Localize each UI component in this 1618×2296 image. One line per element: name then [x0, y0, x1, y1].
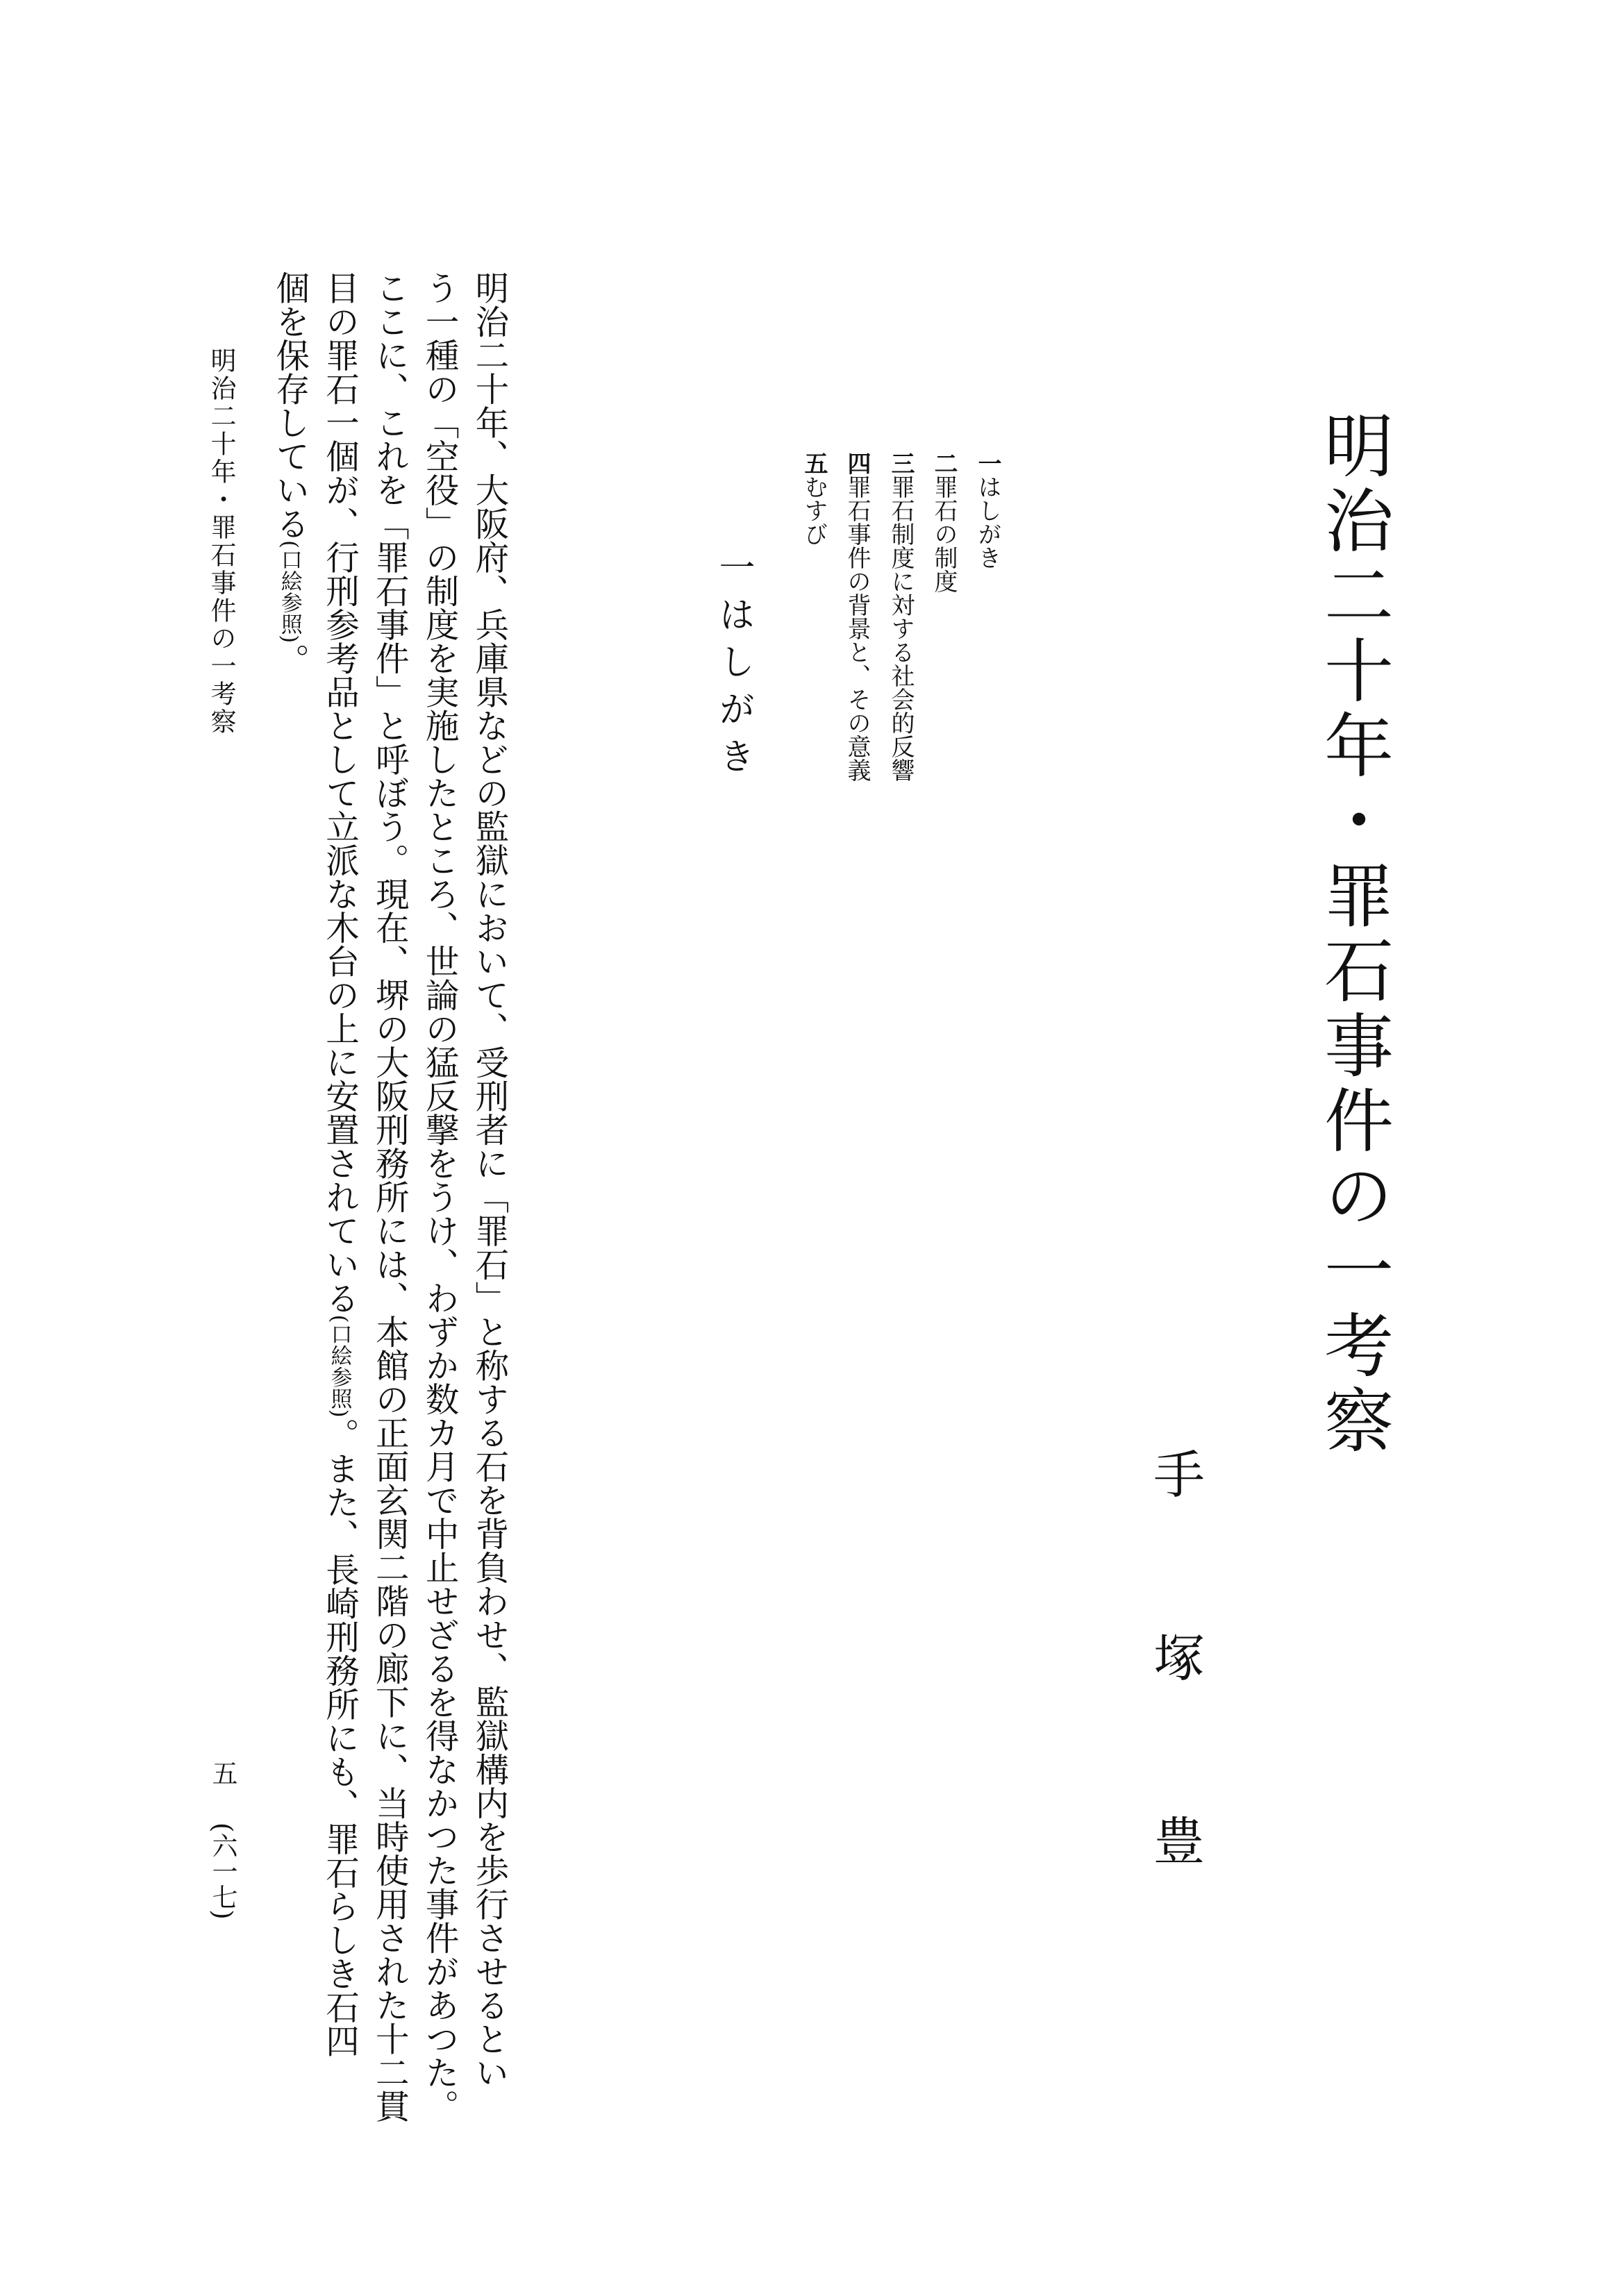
toc-item-label: むすび: [800, 475, 828, 546]
toc-item-number: 三: [887, 451, 915, 475]
toc-item-number: 五: [800, 451, 828, 475]
article-title: 明治二十年・罪石事件の一考察: [1312, 410, 1394, 1459]
toc-item: [845, 451, 869, 782]
volume-page-number: (六一七): [208, 1822, 237, 1920]
section-heading: [653, 548, 754, 785]
toc-item-label: はしがき: [974, 475, 1001, 569]
toc-item-label: 罪石の制度: [930, 475, 958, 593]
body-line: ここに、これを「罪石事件」と呼ぼう。現在、堺の大阪刑務所には、本館の正面玄関二階の廊下に、当時使用された十二貫: [369, 271, 409, 2123]
toc-item-number: 二: [930, 451, 958, 475]
body-line: 明治二十年、大阪府、兵庫県などの監獄において、受刑者に「罪石」と称する石を背負わせ、監獄構内を歩行させるとい: [469, 271, 508, 2089]
toc-item: [976, 451, 999, 569]
author-name: 手塚豊: [1145, 1448, 1205, 1997]
toc-item: [932, 451, 956, 593]
page-number: 五: [208, 1760, 237, 1786]
section-number: 一: [712, 548, 754, 596]
running-head: 明治二十年・罪石事件の一考察: [206, 347, 236, 736]
table-of-contents: [767, 451, 1017, 937]
body-line: 目の罪石一個が、行刑参考品として立派な木台の上に安置されている(口絵参照)。また、長崎刑務所にも、罪石らしき石四: [319, 271, 359, 2058]
toc-item: [887, 451, 915, 782]
body-text: [264, 271, 547, 2123]
inline-note: (口絵参照): [326, 1314, 352, 1418]
inline-note: (口絵参照): [276, 540, 302, 644]
toc-item-label: 罪石事件の背景と、その意義: [843, 475, 871, 782]
body-line: 個を保存している(口絵参照)。: [269, 271, 309, 677]
toc-item: [802, 451, 826, 546]
toc-item-label: 罪石制度に対する社会的反響: [887, 475, 915, 782]
toc-item-number: 四: [843, 451, 871, 475]
toc-item-number: 一: [974, 451, 1001, 475]
section-title: はしがき: [712, 596, 754, 785]
body-line: う一種の「空役」の制度を実施したところ、世論の猛反撃をうけ、わずか数カ月で中止せざるを得なかつた事件があつた。: [419, 271, 459, 2123]
